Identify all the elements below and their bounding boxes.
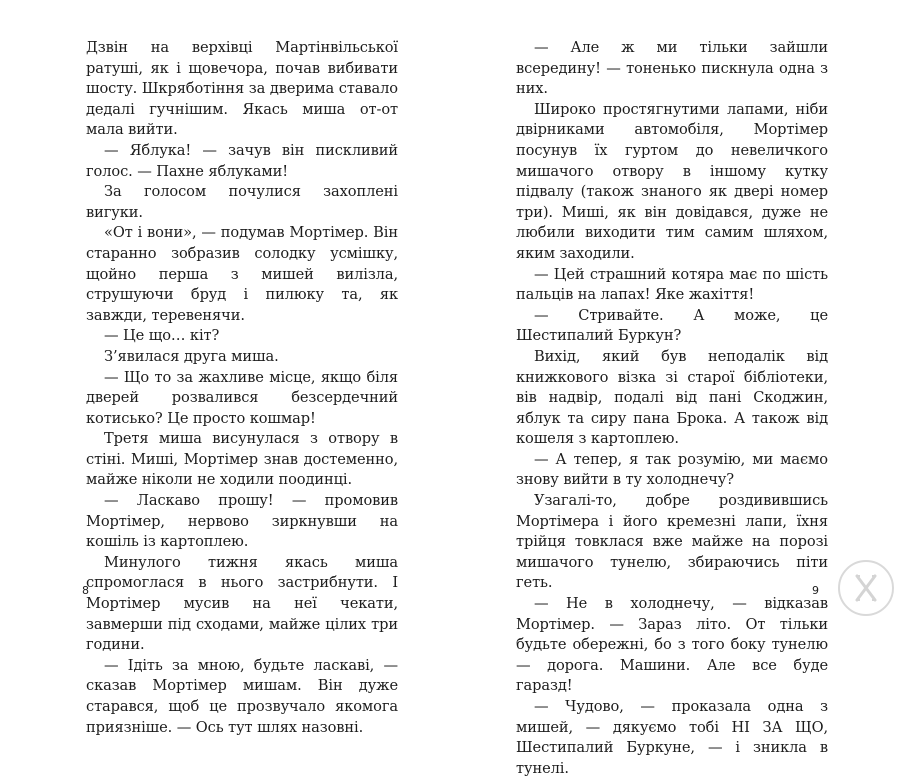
- paragraph: Вихід, який був неподалік від книжкового візка зі старої бібліотеки, вів надвір, подалі від пані Скоджин, яблук та сиру пана Брока. А також від кошеля з картоплею.: [516, 347, 828, 448]
- right-page-text: [516, 38, 828, 779]
- right-page: [450, 0, 900, 777]
- paragraph: — Але ж ми тільки зайшли всередину! — тоненько пискнула одна з них.: [516, 39, 828, 98]
- paragraph: З’явилася друга миша.: [104, 347, 279, 365]
- left-page: [0, 0, 450, 736]
- paragraph: Широко простягнутими лапами, ніби двірниками автомобіля, Мортімер посунув їх гуртом до невеличкого мишачого отвору в іншому кутку підвалу (також знаного як двері номер три). Миші, як він довідався, дуже не любили виходити тим самим шляхом, яким заходили.: [516, 100, 828, 262]
- paragraph: — Стривайте. А може, це Шестипалий Буркун?: [516, 306, 828, 345]
- paragraph: — Не в холоднечу, — відказав Мортімер. — Зараз літо. От тільки будьте обережні, бо з того боку тунелю — дорога. Машини. Але все буде гаразд!: [516, 595, 828, 695]
- page-number-left: 8: [82, 584, 89, 597]
- publisher-logo-icon: [838, 560, 894, 616]
- paragraph: — Що то за жахливе місце, якщо біля дверей розвалився безсердечний котисько? Це просто кошмар!: [86, 368, 398, 427]
- paragraph: — Цей страшний котяра має по шість пальців на лапах! Яке жахіття!: [516, 265, 828, 304]
- paragraph: Минулого тижня якась миша спромоглася в нього застрибнути. І Мортімер мусив на неї чекати, завмерши під сходами, майже цілих три години.: [86, 553, 398, 654]
- paragraph: Дзвін на верхівці Мартінвільської ратуші, як і щовечора, почав вибивати шосту. Шкряботіння за дверима ставало дедалі гучнішим. Якась миша от-от мала вийти.: [86, 39, 398, 139]
- paragraph: «От і вони», — подумав Мортімер. Він старанно зобразив солодку усмішку, щойно перша з мишей вилізла, струшуючи бруд і пилюку та, як завжди, теревенячи.: [86, 224, 398, 324]
- paragraph: — Ласкаво прошу! — промовив Мортімер, нервово зиркнувши на кошіль із картоплею.: [86, 492, 398, 551]
- left-page-text: [86, 38, 398, 738]
- paragraph: За голосом почулися захоплені вигуки.: [86, 183, 398, 221]
- paragraph: — Яблука! — зачув він пискливий голос. — Пахне яблуками!: [86, 141, 398, 180]
- paragraph: — Ідіть за мною, будьте ласкаві, — сказав Мортімер мишам. Він дуже старався, щоб це прозвучало якомога приязніше. — Ось тут шлях назовні.: [86, 656, 398, 736]
- paragraph: — Чудово, — проказала одна з мишей, — дякуємо тобі НІ ЗА ЩО, Шестипалий Буркуне, — і зникла в тунелі.: [516, 698, 828, 777]
- paragraph: Узагалі-то, добре роздивившись Мортімера і його кремезні лапи, їхня трійця товклася вже майже на порозі мишачого тунелю, збираючись піти геть.: [516, 492, 828, 592]
- paragraph: Третя миша висунулася з отвору в стіні. Миші, Мортімер знав достеменно, майже ніколи не ходили поодинці.: [86, 430, 398, 489]
- paragraph: — Це що… кіт?: [104, 327, 220, 345]
- page-number-right: 9: [812, 584, 819, 597]
- paragraph: — А тепер, я так розумію, ми маємо знову вийти в ту холоднечу?: [516, 450, 828, 489]
